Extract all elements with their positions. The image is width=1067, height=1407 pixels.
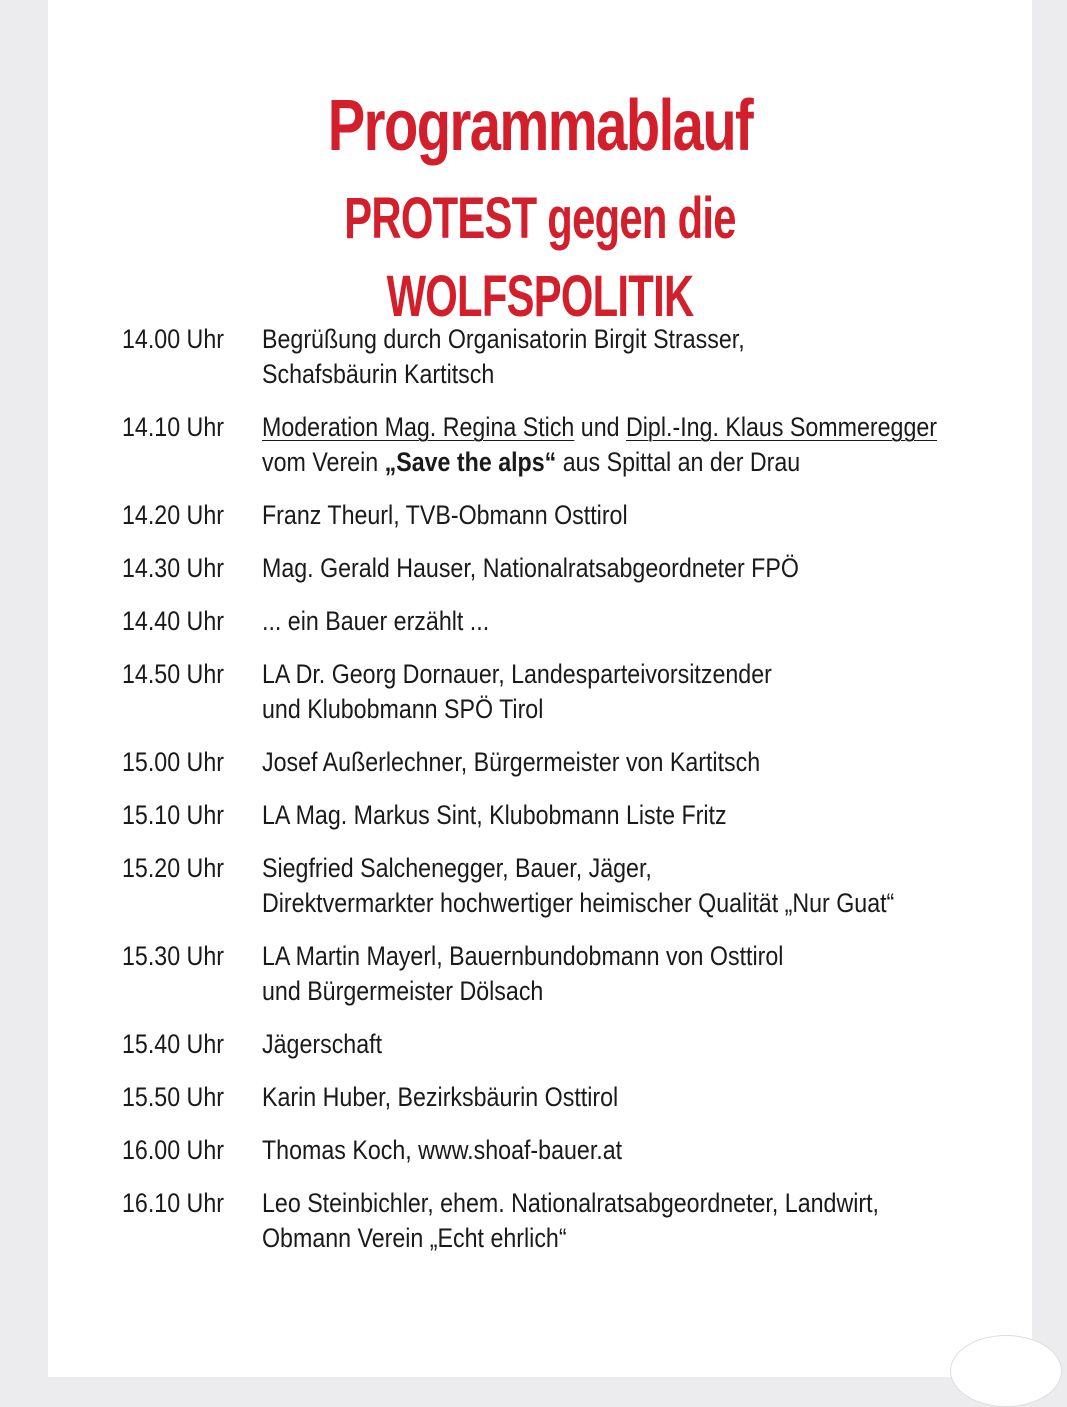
description-line: Thomas Koch, www.shoaf-bauer.at bbox=[262, 1135, 623, 1165]
description-line: Josef Außerlechner, Bürgermeister von Kartitsch bbox=[262, 747, 761, 777]
description-line: Leo Steinbichler, ehem. Nationalratsabgeordneter, Landwirt, bbox=[262, 1188, 880, 1218]
schedule-description bbox=[262, 498, 1067, 533]
schedule-time: 14.10 Uhr bbox=[122, 412, 224, 442]
page-title: Programmablauf bbox=[327, 86, 753, 166]
moderator-link[interactable]: Dipl.-Ing. Klaus Sommeregger bbox=[626, 412, 938, 442]
schedule-time: 14.20 Uhr bbox=[122, 500, 224, 530]
description-line: und Klubobmann SPÖ Tirol bbox=[262, 694, 544, 724]
description-line: LA Mag. Markus Sint, Klubobmann Liste Fritz bbox=[262, 800, 727, 830]
schedule-description bbox=[262, 1027, 1067, 1062]
description-line: Franz Theurl, TVB-Obmann Osttirol bbox=[262, 500, 628, 530]
schedule-description bbox=[262, 604, 1067, 639]
schedule-description bbox=[262, 322, 1067, 392]
description-line: Mag. Gerald Hauser, Nationalratsabgeordneter FPÖ bbox=[262, 553, 799, 583]
schedule-description bbox=[262, 1186, 1067, 1256]
schedule-time: 15.30 Uhr bbox=[122, 941, 224, 971]
page-subtitle: PROTEST gegen die WOLFSPOLITIK bbox=[344, 186, 736, 329]
association-suffix: aus Spittal an der Drau bbox=[556, 447, 801, 477]
association-prefix: vom Verein bbox=[262, 447, 385, 477]
schedule-description bbox=[262, 657, 1067, 727]
description-line: Schafsbäurin Kartitsch bbox=[262, 359, 495, 389]
schedule-time: 15.00 Uhr bbox=[122, 747, 224, 777]
description-line: und Bürgermeister Dölsach bbox=[262, 976, 544, 1006]
schedule-description bbox=[262, 410, 1067, 480]
schedule-time: 15.40 Uhr bbox=[122, 1029, 224, 1059]
association-name: „Save the alps“ bbox=[384, 447, 557, 477]
description-line: Jägerschaft bbox=[262, 1029, 383, 1059]
document-page bbox=[48, 0, 1032, 1377]
schedule-description bbox=[262, 851, 1067, 921]
conjunction-text: und bbox=[574, 412, 627, 442]
description-line: Karin Huber, Bezirksbäurin Osttirol bbox=[262, 1082, 619, 1112]
description-line: ... ein Bauer erzählt ... bbox=[262, 606, 490, 636]
description-line: Siegfried Salchenegger, Bauer, Jäger, bbox=[262, 853, 652, 883]
schedule-time: 15.50 Uhr bbox=[122, 1082, 224, 1112]
schedule-time: 16.10 Uhr bbox=[122, 1188, 224, 1218]
schedule-description bbox=[262, 939, 1067, 1009]
description-line: LA Martin Mayerl, Bauernbundobmann von Osttirol bbox=[262, 941, 784, 971]
schedule-time: 14.00 Uhr bbox=[122, 324, 224, 354]
schedule-description bbox=[262, 1133, 1067, 1168]
schedule-description bbox=[262, 1080, 1067, 1115]
schedule-time: 14.40 Uhr bbox=[122, 606, 224, 636]
description-line: LA Dr. Georg Dornauer, Landesparteivorsitzender bbox=[262, 659, 772, 689]
moderator-link[interactable]: Moderation Mag. Regina Stich bbox=[262, 412, 575, 442]
description-line: Begrüßung durch Organisatorin Birgit Strasser, bbox=[262, 324, 745, 354]
schedule-time: 15.10 Uhr bbox=[122, 800, 224, 830]
description-line bbox=[262, 445, 1067, 480]
schedule-description bbox=[262, 745, 1067, 780]
description-line bbox=[262, 410, 1067, 445]
schedule-description bbox=[262, 798, 1067, 833]
schedule-time: 15.20 Uhr bbox=[122, 853, 224, 883]
schedule-time: 16.00 Uhr bbox=[122, 1135, 224, 1165]
page-curl-corner bbox=[950, 1335, 1062, 1407]
schedule-time: 14.50 Uhr bbox=[122, 659, 224, 689]
description-line: Direktvermarkter hochwertiger heimischer Qualität „Nur Guat“ bbox=[262, 888, 895, 918]
schedule-description bbox=[262, 551, 1067, 586]
description-line: Obmann Verein „Echt ehrlich“ bbox=[262, 1223, 567, 1253]
schedule-time: 14.30 Uhr bbox=[122, 553, 224, 583]
